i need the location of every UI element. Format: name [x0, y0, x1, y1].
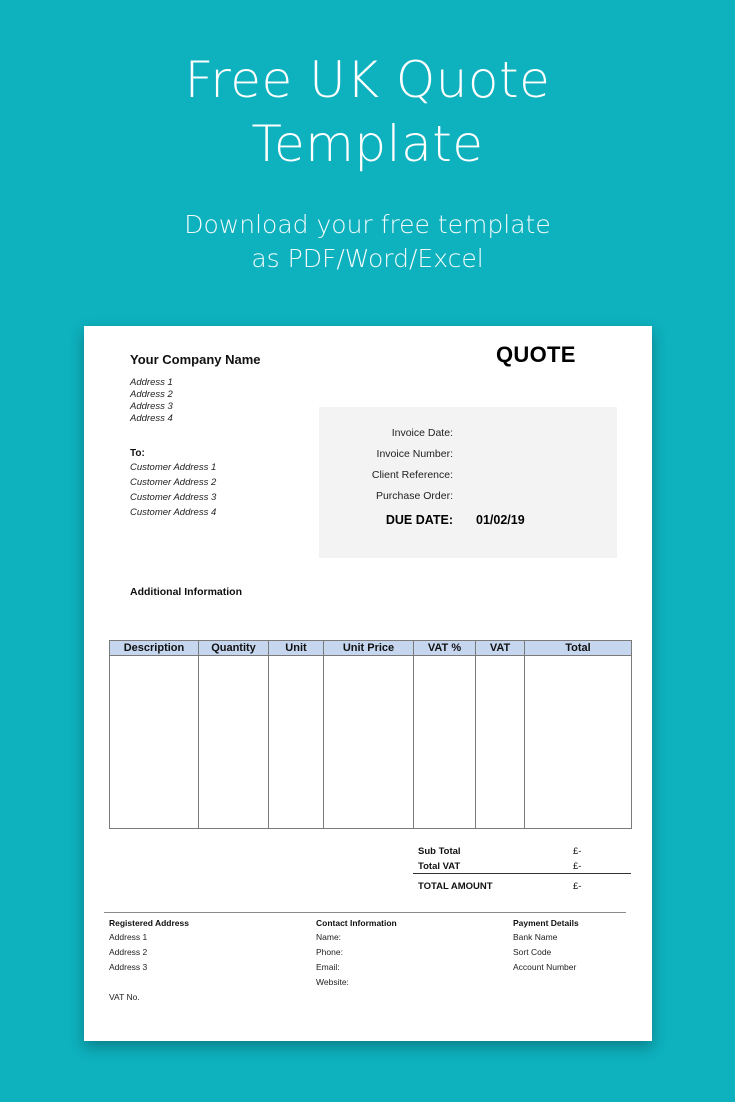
hero-title [0, 48, 735, 176]
due-date-label: DUE DATE: [385, 513, 453, 527]
sub-total-label: Sub Total [418, 846, 461, 857]
footer-contact-information [316, 918, 397, 990]
footer-payment-details [513, 918, 579, 975]
registered-address-line: Address 2 [109, 947, 148, 957]
payment-line: Account Number [513, 962, 577, 972]
contact-line: Website: [316, 977, 349, 987]
table-cell [269, 656, 324, 829]
address-line: Address 2 [130, 389, 173, 400]
table-cell [525, 656, 632, 829]
total-vat-label: Total VAT [418, 861, 461, 872]
column-header-vat: VAT [476, 641, 525, 656]
client-reference-label: Client Reference: [371, 469, 453, 481]
sub-total-value: £- [573, 846, 582, 857]
due-date-value: 01/02/19 [476, 513, 525, 527]
customer-address-line: Customer Address 4 [130, 507, 217, 518]
document-title: QUOTE [496, 342, 576, 367]
table-cell [324, 656, 414, 829]
address-line: Address 1 [130, 377, 173, 388]
column-header-vat-percent: VAT % [414, 641, 476, 656]
customer-address-line: Customer Address 3 [130, 492, 217, 503]
line-items-table [109, 640, 632, 829]
contact-line: Name: [316, 932, 342, 942]
to-label: To: [130, 448, 145, 459]
contact-information-heading: Contact Information [316, 918, 397, 928]
column-header-description: Description [110, 641, 199, 656]
column-header-total: Total [525, 641, 632, 656]
hero-title-line-1: Free UK Quote [184, 51, 551, 109]
footer-registered-address [109, 918, 189, 1005]
column-header-quantity: Quantity [199, 641, 269, 656]
footer-divider [104, 912, 626, 913]
table-cell [110, 656, 199, 829]
contact-line: Email: [316, 962, 340, 972]
customer-address-line: Customer Address 1 [130, 462, 217, 473]
payment-line: Sort Code [513, 947, 552, 957]
address-line: Address 4 [130, 413, 173, 424]
hero-subtitle-line-1: Download your free template [184, 210, 551, 239]
customer-address [130, 460, 216, 520]
table-row [110, 656, 632, 829]
column-header-unit: Unit [269, 641, 324, 656]
payment-details-heading: Payment Details [513, 918, 579, 928]
registered-address-heading: Registered Address [109, 918, 189, 928]
contact-line: Phone: [316, 947, 343, 957]
invoice-date-label: Invoice Date: [391, 427, 453, 439]
company-address [130, 377, 173, 425]
table-cell [476, 656, 525, 829]
hero-subtitle-line-2: as PDF/Word/Excel [251, 244, 484, 273]
table-header-row [110, 641, 632, 656]
registered-address-line: Address 1 [109, 932, 148, 942]
registered-address-line: Address 3 [109, 962, 148, 972]
quote-document [84, 326, 652, 1041]
column-header-unit-price: Unit Price [324, 641, 414, 656]
customer-address-line: Customer Address 2 [130, 477, 217, 488]
invoice-info-box [319, 407, 617, 558]
hero-subtitle [0, 208, 735, 276]
purchase-order-label: Purchase Order: [375, 490, 453, 502]
invoice-number-label: Invoice Number: [376, 448, 453, 460]
address-line: Address 3 [130, 401, 173, 412]
payment-line: Bank Name [513, 932, 558, 942]
vat-number-label: VAT No. [109, 992, 140, 1002]
table-cell [414, 656, 476, 829]
additional-information-label: Additional Information [130, 586, 242, 598]
total-amount-label: TOTAL AMOUNT [418, 881, 493, 892]
totals-divider [413, 873, 631, 874]
table-cell [199, 656, 269, 829]
total-amount-value: £- [573, 881, 582, 892]
company-name: Your Company Name [130, 352, 261, 367]
total-vat-value: £- [573, 861, 582, 872]
hero-title-line-2: Template [251, 115, 484, 173]
